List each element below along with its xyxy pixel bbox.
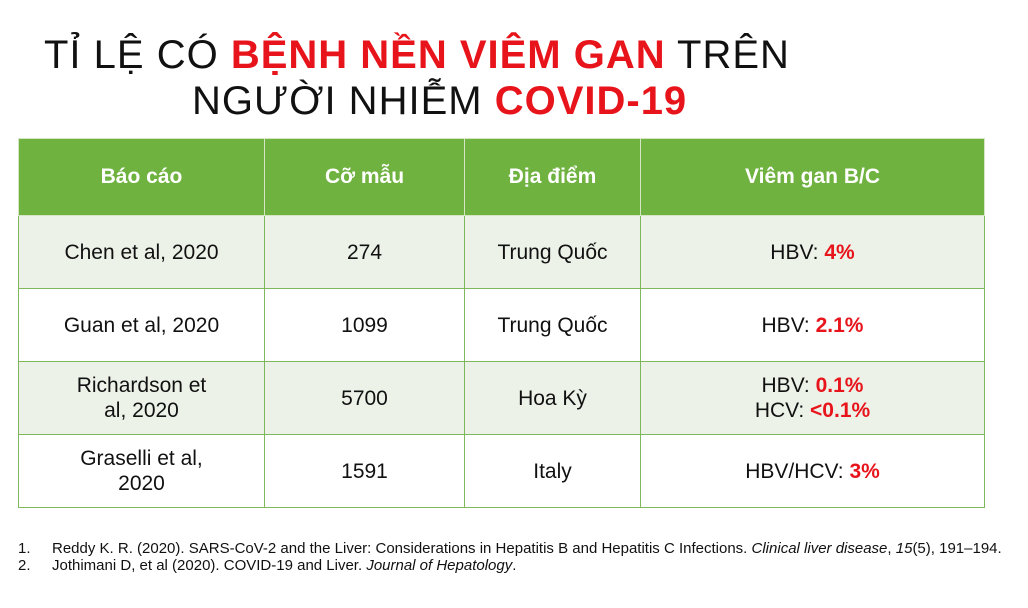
report-line: Richardson et [76,374,207,397]
cell-report [19,362,265,435]
reference-journal: Journal of Hepatology [366,557,513,574]
reference-number: 2. [18,557,31,574]
reference-sep: , [887,540,896,557]
title-line2-pre: NGƯỜI NHIỄM [192,79,495,123]
hep-line [649,373,976,398]
reference-number: 1. [18,540,31,557]
table-header-row [19,139,985,216]
cell-hepatitis [641,289,985,362]
cell-sample: 274 [265,216,465,289]
cell-location: Hoa Kỳ [465,362,641,435]
report-line: al, 2020 [104,399,179,422]
header-report: Báo cáo [19,139,265,216]
data-table-container [18,138,984,508]
title-line-1 [44,32,1004,78]
table-row [19,289,985,362]
hepatitis-table [18,138,985,508]
cell-location: Trung Quốc [465,289,641,362]
reference-item [18,557,1008,574]
cell-sample: 5700 [265,362,465,435]
title-line1-pre: TỈ LỆ CÓ [44,33,231,77]
cell-location: Italy [465,435,641,508]
hep-label: HBV: [770,240,825,264]
cell-sample: 1099 [265,289,465,362]
header-location: Địa điểm [465,139,641,216]
cell-location: Trung Quốc [465,216,641,289]
reference-text [52,557,1008,574]
header-sample: Cỡ mẫu [265,139,465,216]
table-row [19,362,985,435]
report-line: Graselli et al, [80,447,203,470]
title-line1-highlight: BỆNH NỀN VIÊM GAN [230,33,666,77]
reference-volume: 15 [895,540,913,557]
cell-hepatitis [641,435,985,508]
reference-text [52,540,1008,557]
header-hepatitis: Viêm gan B/C [641,139,985,216]
hep-value: 2.1% [815,313,864,337]
reference-journal: Clinical liver disease [751,540,888,557]
hep-label: HBV/HCV: [745,459,850,483]
reference-pages: (5), 191–194. [912,540,1002,557]
cell-sample: 1591 [265,435,465,508]
cell-hepatitis [641,216,985,289]
reference-item [18,540,1008,557]
hep-label: HBV: [761,374,816,397]
title-line1-post: TRÊN [665,33,790,77]
cell-hepatitis [641,362,985,435]
report-line: 2020 [118,472,165,495]
hep-value: 0.1% [815,374,864,397]
reference-authors: Reddy K. R. (2020). SARS-CoV-2 and the Liver: Considerations in Hepatitis B and Hepatitis C Infections. [52,540,752,557]
hep-label: HCV: [754,399,811,422]
table-row [19,435,985,508]
hep-value: 4% [824,240,855,264]
cell-report: Guan et al, 2020 [19,289,265,362]
slide-title [44,32,1004,124]
title-line-2 [44,78,1004,124]
cell-report: Chen et al, 2020 [19,216,265,289]
table-row [19,216,985,289]
cell-report [19,435,265,508]
title-line2-highlight: COVID-19 [494,79,688,123]
reference-end: . [512,557,517,574]
reference-authors: Jothimani D, et al (2020). COVID-19 and Liver. [52,557,367,574]
hep-value: <0.1% [810,399,871,422]
references [18,540,1008,574]
hep-line [649,398,976,423]
hep-label: HBV: [761,313,816,337]
hep-value: 3% [849,459,880,483]
